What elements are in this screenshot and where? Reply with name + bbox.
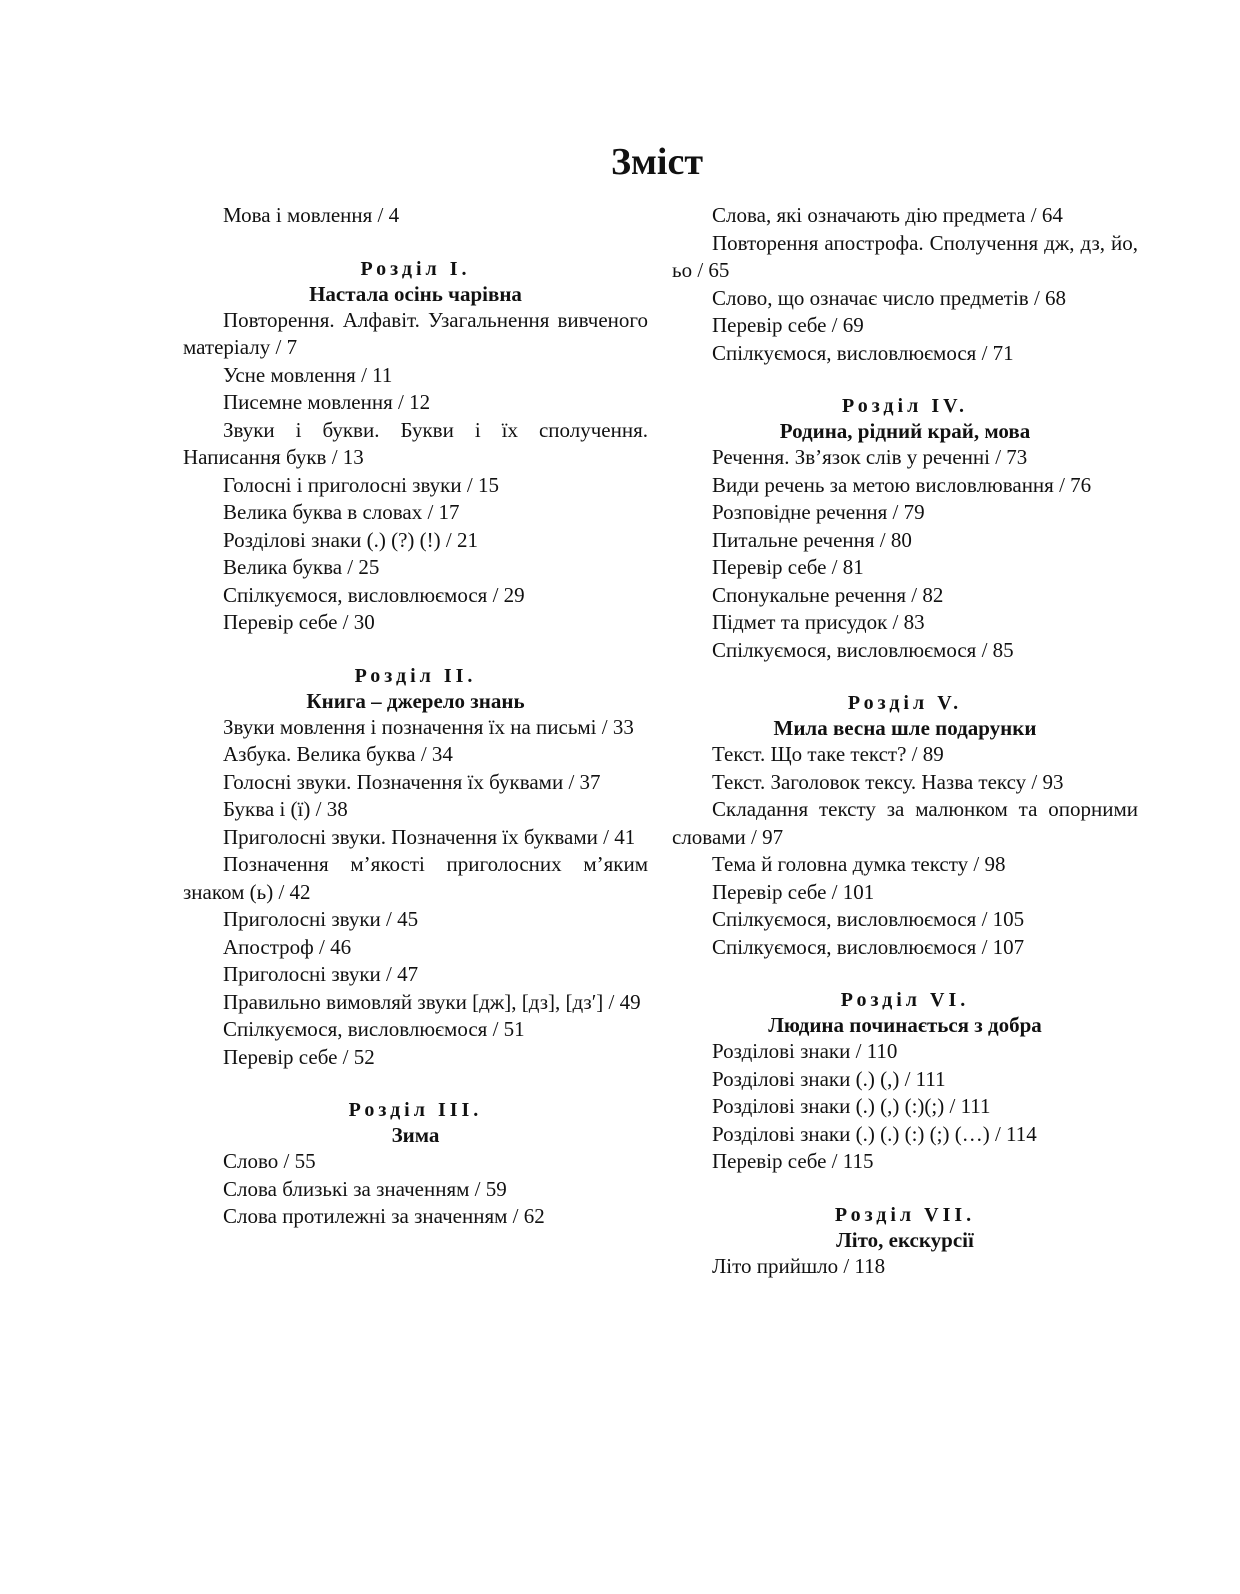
toc-entry[interactable]: Розділові знаки (.) (.) (:) (;) (…) / 114 (712, 1121, 1037, 1146)
toc-entry[interactable]: Літо прийшло / 118 (712, 1253, 886, 1278)
toc-section (672, 988, 1138, 1038)
section-title: Настала осінь чарівна (309, 281, 522, 306)
toc-entry[interactable]: Звуки і букви. Букви і їх сполучення. Написання букв / 13 (183, 417, 648, 469)
toc-section (183, 257, 648, 307)
toc-entry[interactable]: Розділові знаки (.) (,) / 111 (712, 1066, 946, 1091)
toc-section (672, 691, 1138, 741)
toc-right-column (672, 202, 1138, 1280)
section-title: Мила весна шле подарунки (773, 716, 1037, 740)
toc-entry[interactable]: Велика буква / 25 (223, 555, 380, 579)
toc-entry[interactable]: Повторення. Алфавіт. Узагальнення вивченого матеріалу / 7 (183, 307, 648, 359)
toc-entry[interactable]: Підмет та присудок / 83 (712, 610, 925, 634)
toc-entry[interactable]: Речення. Зв’язок слів у реченні / 73 (712, 445, 1028, 469)
section-label: Розділ ІІ. (354, 664, 477, 687)
toc-entry[interactable]: Приголосні звуки / 45 (223, 907, 419, 931)
toc-entry[interactable]: Слова, які означають дію предмета / 64 (712, 203, 1063, 227)
toc-entry[interactable]: Текст. Заголовок тексу. Назва тексу / 93 (712, 769, 1064, 794)
toc-left-column (183, 202, 648, 1231)
section-title: Людина починається з добра (768, 1013, 1042, 1037)
toc-entry[interactable]: Спонукальне речення / 82 (712, 582, 944, 607)
toc-entry[interactable]: Слово, що означає число предметів / 68 (712, 285, 1067, 310)
toc-entry[interactable]: Приголосні звуки. Позначення їх буквами / 41 (223, 824, 636, 849)
toc-entry[interactable]: Складання тексту за малюнком та опорними словами / 97 (672, 797, 1138, 849)
toc-entry[interactable]: Приголосні звуки / 47 (223, 962, 419, 986)
toc-entry[interactable]: Азбука. Велика буква / 34 (223, 742, 453, 766)
toc-entry[interactable]: Перевір себе / 101 (712, 879, 875, 904)
section-title: Зима (391, 1123, 440, 1147)
toc-section (183, 664, 648, 714)
toc-entry[interactable]: Перевір себе / 52 (223, 1044, 375, 1069)
toc-section (672, 1203, 1138, 1253)
toc-entry[interactable]: Слово / 55 (223, 1149, 316, 1173)
toc-entry[interactable]: Перевір себе / 69 (712, 313, 864, 337)
toc-entry[interactable]: Повторення апострофа. Сполучення дж, дз, йо, ьо / 65 (672, 230, 1138, 282)
toc-entry[interactable]: Слова протилежні за значенням / 62 (223, 1204, 545, 1228)
toc-entry[interactable]: Тема й головна думка тексту / 98 (712, 852, 1006, 876)
section-label: Розділ ІV. (842, 395, 968, 417)
toc-entry[interactable]: Позначення м’якості приголосних м’яким знаком (ь) / 42 (183, 852, 648, 904)
toc-entry[interactable]: Спілкуємося, висловлюємося / 51 (223, 1017, 525, 1041)
toc-entry[interactable]: Апостроф / 46 (223, 934, 352, 959)
toc-entry[interactable]: Правильно вимовляй звуки [дж], [дз], [дз′] / 49 (223, 989, 641, 1014)
toc-entry[interactable]: Спілкуємося, висловлюємося / 29 (223, 582, 525, 607)
section-label: Розділ І. (360, 257, 471, 280)
toc-entry[interactable]: Мова і мовлення / 4 (223, 203, 400, 227)
section-label: Розділ ІІІ. (348, 1099, 483, 1121)
toc-entry[interactable]: Розділові знаки (.) (?) (!) / 21 (223, 527, 478, 552)
section-label: Розділ V. (847, 692, 963, 714)
toc-section (183, 1098, 648, 1148)
toc-entry[interactable]: Види речень за метою висловлювання / 76 (712, 472, 1092, 497)
toc-entry[interactable]: Розділові знаки (.) (,) (:)(;) / 111 (712, 1094, 991, 1118)
toc-entry[interactable]: Спілкуємося, висловлюємося / 85 (712, 637, 1014, 662)
toc-entry[interactable]: Велика буква в словах / 17 (223, 500, 460, 524)
toc-section (672, 394, 1138, 444)
section-label: Розділ VІ. (840, 989, 970, 1011)
toc-entry[interactable]: Спілкуємося, висловлюємося / 71 (712, 340, 1014, 365)
toc-entry[interactable]: Перевір себе / 115 (712, 1149, 874, 1173)
toc-entry[interactable]: Перевір себе / 30 (223, 610, 375, 634)
section-label: Розділ VІІ. (834, 1203, 976, 1226)
toc-entry[interactable]: Писемне мовлення / 12 (223, 390, 431, 414)
toc-entry[interactable]: Слова близькі за значенням / 59 (223, 1176, 507, 1201)
section-title: Книга – джерело знань (306, 688, 525, 713)
toc-entry[interactable]: Розділові знаки / 110 (712, 1039, 898, 1063)
toc-entry[interactable]: Голосні звуки. Позначення їх буквами / 37 (223, 769, 601, 794)
page-title: Зміст (610, 141, 704, 183)
toc-entry[interactable]: Розповідне речення / 79 (712, 500, 925, 524)
toc-entry[interactable]: Усне мовлення / 11 (223, 362, 393, 387)
toc-entry[interactable]: Голосні і приголосні звуки / 15 (223, 472, 499, 497)
toc-entry[interactable]: Спілкуємося, висловлюємося / 105 (712, 907, 1025, 931)
section-title: Родина, рідний край, мова (779, 419, 1031, 443)
toc-entry[interactable]: Буква і (ї) / 38 (223, 797, 348, 821)
section-title: Літо, екскурсії (836, 1227, 974, 1252)
toc-entry[interactable]: Перевір себе / 81 (712, 555, 864, 579)
toc-entry[interactable]: Питальне речення / 80 (712, 527, 912, 552)
toc-entry[interactable]: Звуки мовлення і позначення їх на письмі / 33 (223, 714, 634, 739)
toc-entry[interactable]: Текст. Що таке текст? / 89 (712, 742, 944, 766)
toc-entry[interactable]: Спілкуємося, висловлюємося / 107 (712, 934, 1025, 959)
